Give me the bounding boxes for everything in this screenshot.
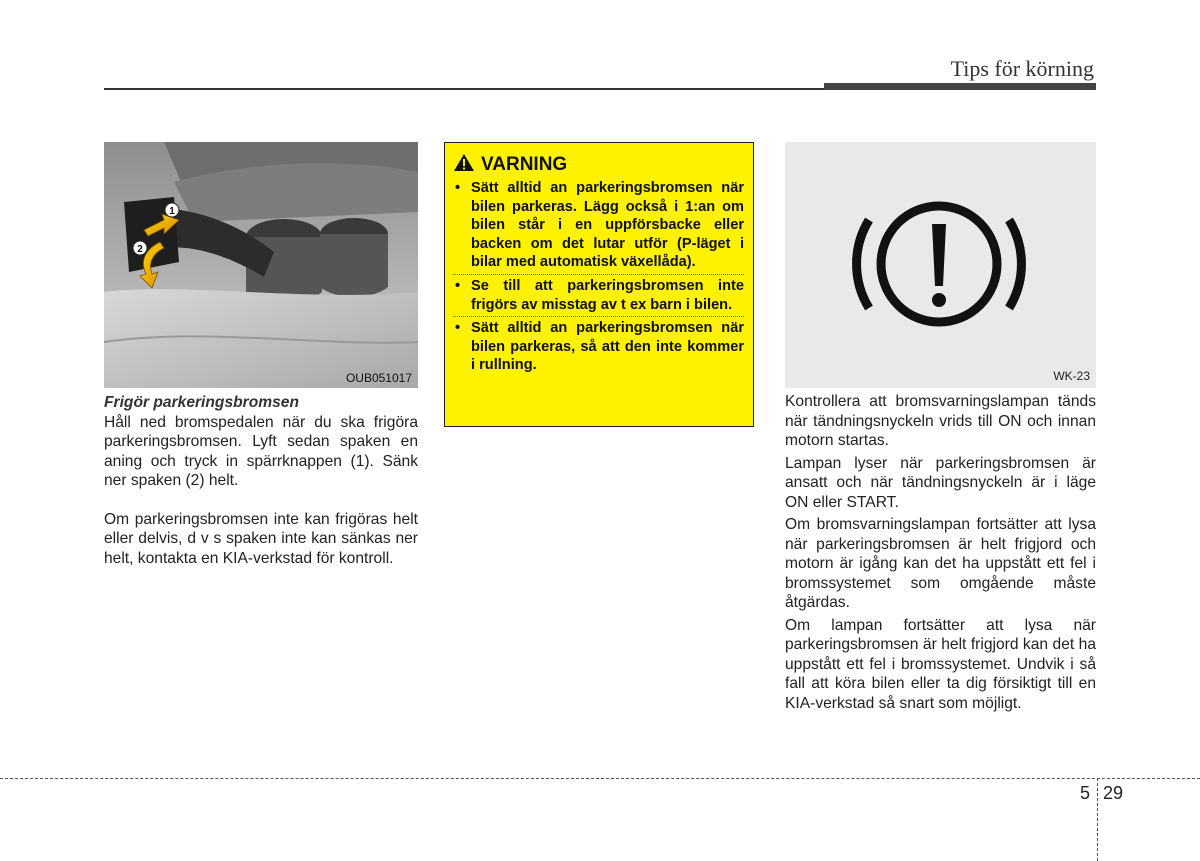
right-column	[785, 392, 1096, 716]
lamp-fault-paragraph: Om bromsvarningslampan fortsätter att lysa när parkeringsbromsen är helt frigjord och motorn är igång kan det ha uppstått ett fel i bromssystemet som omgående måste åtgärdas.	[785, 516, 1096, 611]
page-number: 29	[1103, 783, 1124, 803]
chapter-number: 5	[1080, 783, 1091, 803]
warning-divider	[453, 316, 744, 317]
brake-warning-icon	[785, 142, 1096, 388]
section-title: Tips för körning	[950, 56, 1094, 81]
brake-warning-image	[785, 142, 1096, 388]
photo-caption: Frigör parkeringsbromsen	[104, 394, 299, 411]
parking-brake-photo	[104, 142, 418, 388]
left-column	[104, 393, 418, 568]
callout-2: 2	[137, 244, 143, 255]
photo-code: OUB051017	[345, 371, 412, 385]
release-failure-note: Om parkeringsbromsen inte kan frigöras helt eller delvis, d v s spaken inte kan sänkas ner helt, kontakta en KIA-verkstad för kontroll.	[104, 510, 418, 567]
lamp-on-paragraph: Lampan lyser när parkeringsbromsen är ansatt och när tändningsnyckeln är i läge ON eller START.	[785, 454, 1096, 511]
warning-item: • Sätt alltid an parkeringsbromsen när bilen parkeras. Lägg också i 1:an om bilen står i en uppförsbacke eller backen om det lutar utför (P-läget i bilar med automatisk växellåda).	[453, 179, 744, 272]
warning-triangle-icon	[453, 153, 475, 177]
callout-1: 1	[169, 206, 175, 217]
warning-box	[444, 142, 754, 427]
warning-item: • Se till att parkeringsbromsen inte frigörs av misstag av t ex barn i bilen.	[453, 277, 744, 314]
warning-divider	[453, 274, 744, 275]
footer-rule	[0, 778, 1200, 779]
check-lamp-paragraph: Kontrollera att bromsvarningslampan tänds när tändningsnyckeln vrids till ON och innan motorn startas.	[785, 393, 1096, 449]
icon-code: WK-23	[1053, 369, 1090, 383]
header-rule-accent	[824, 83, 1096, 90]
footer-separator	[1097, 778, 1098, 861]
release-instructions: Håll ned bromspedalen när du ska frigöra parkeringsbromsen. Lyft sedan spaken en aning och tryck in spärrknappen (1). Sänk ner spaken (2) helt.	[104, 413, 418, 489]
warning-list	[453, 179, 744, 375]
lamp-advice-paragraph: Om lampan fortsätter att lysa när parkeringsbromsen är helt frigjord kan det ha uppstått ett fel i bromssystemet. Undvik i så fall att köra bilen eller ta dig försiktigt till en KIA-verkstad så snart som möjligt.	[785, 616, 1096, 712]
warning-item: • Sätt alltid an parkeringsbromsen när bilen parkeras, så att den inte kommer i rullning.	[453, 319, 744, 375]
warning-title: VARNING	[481, 154, 568, 175]
